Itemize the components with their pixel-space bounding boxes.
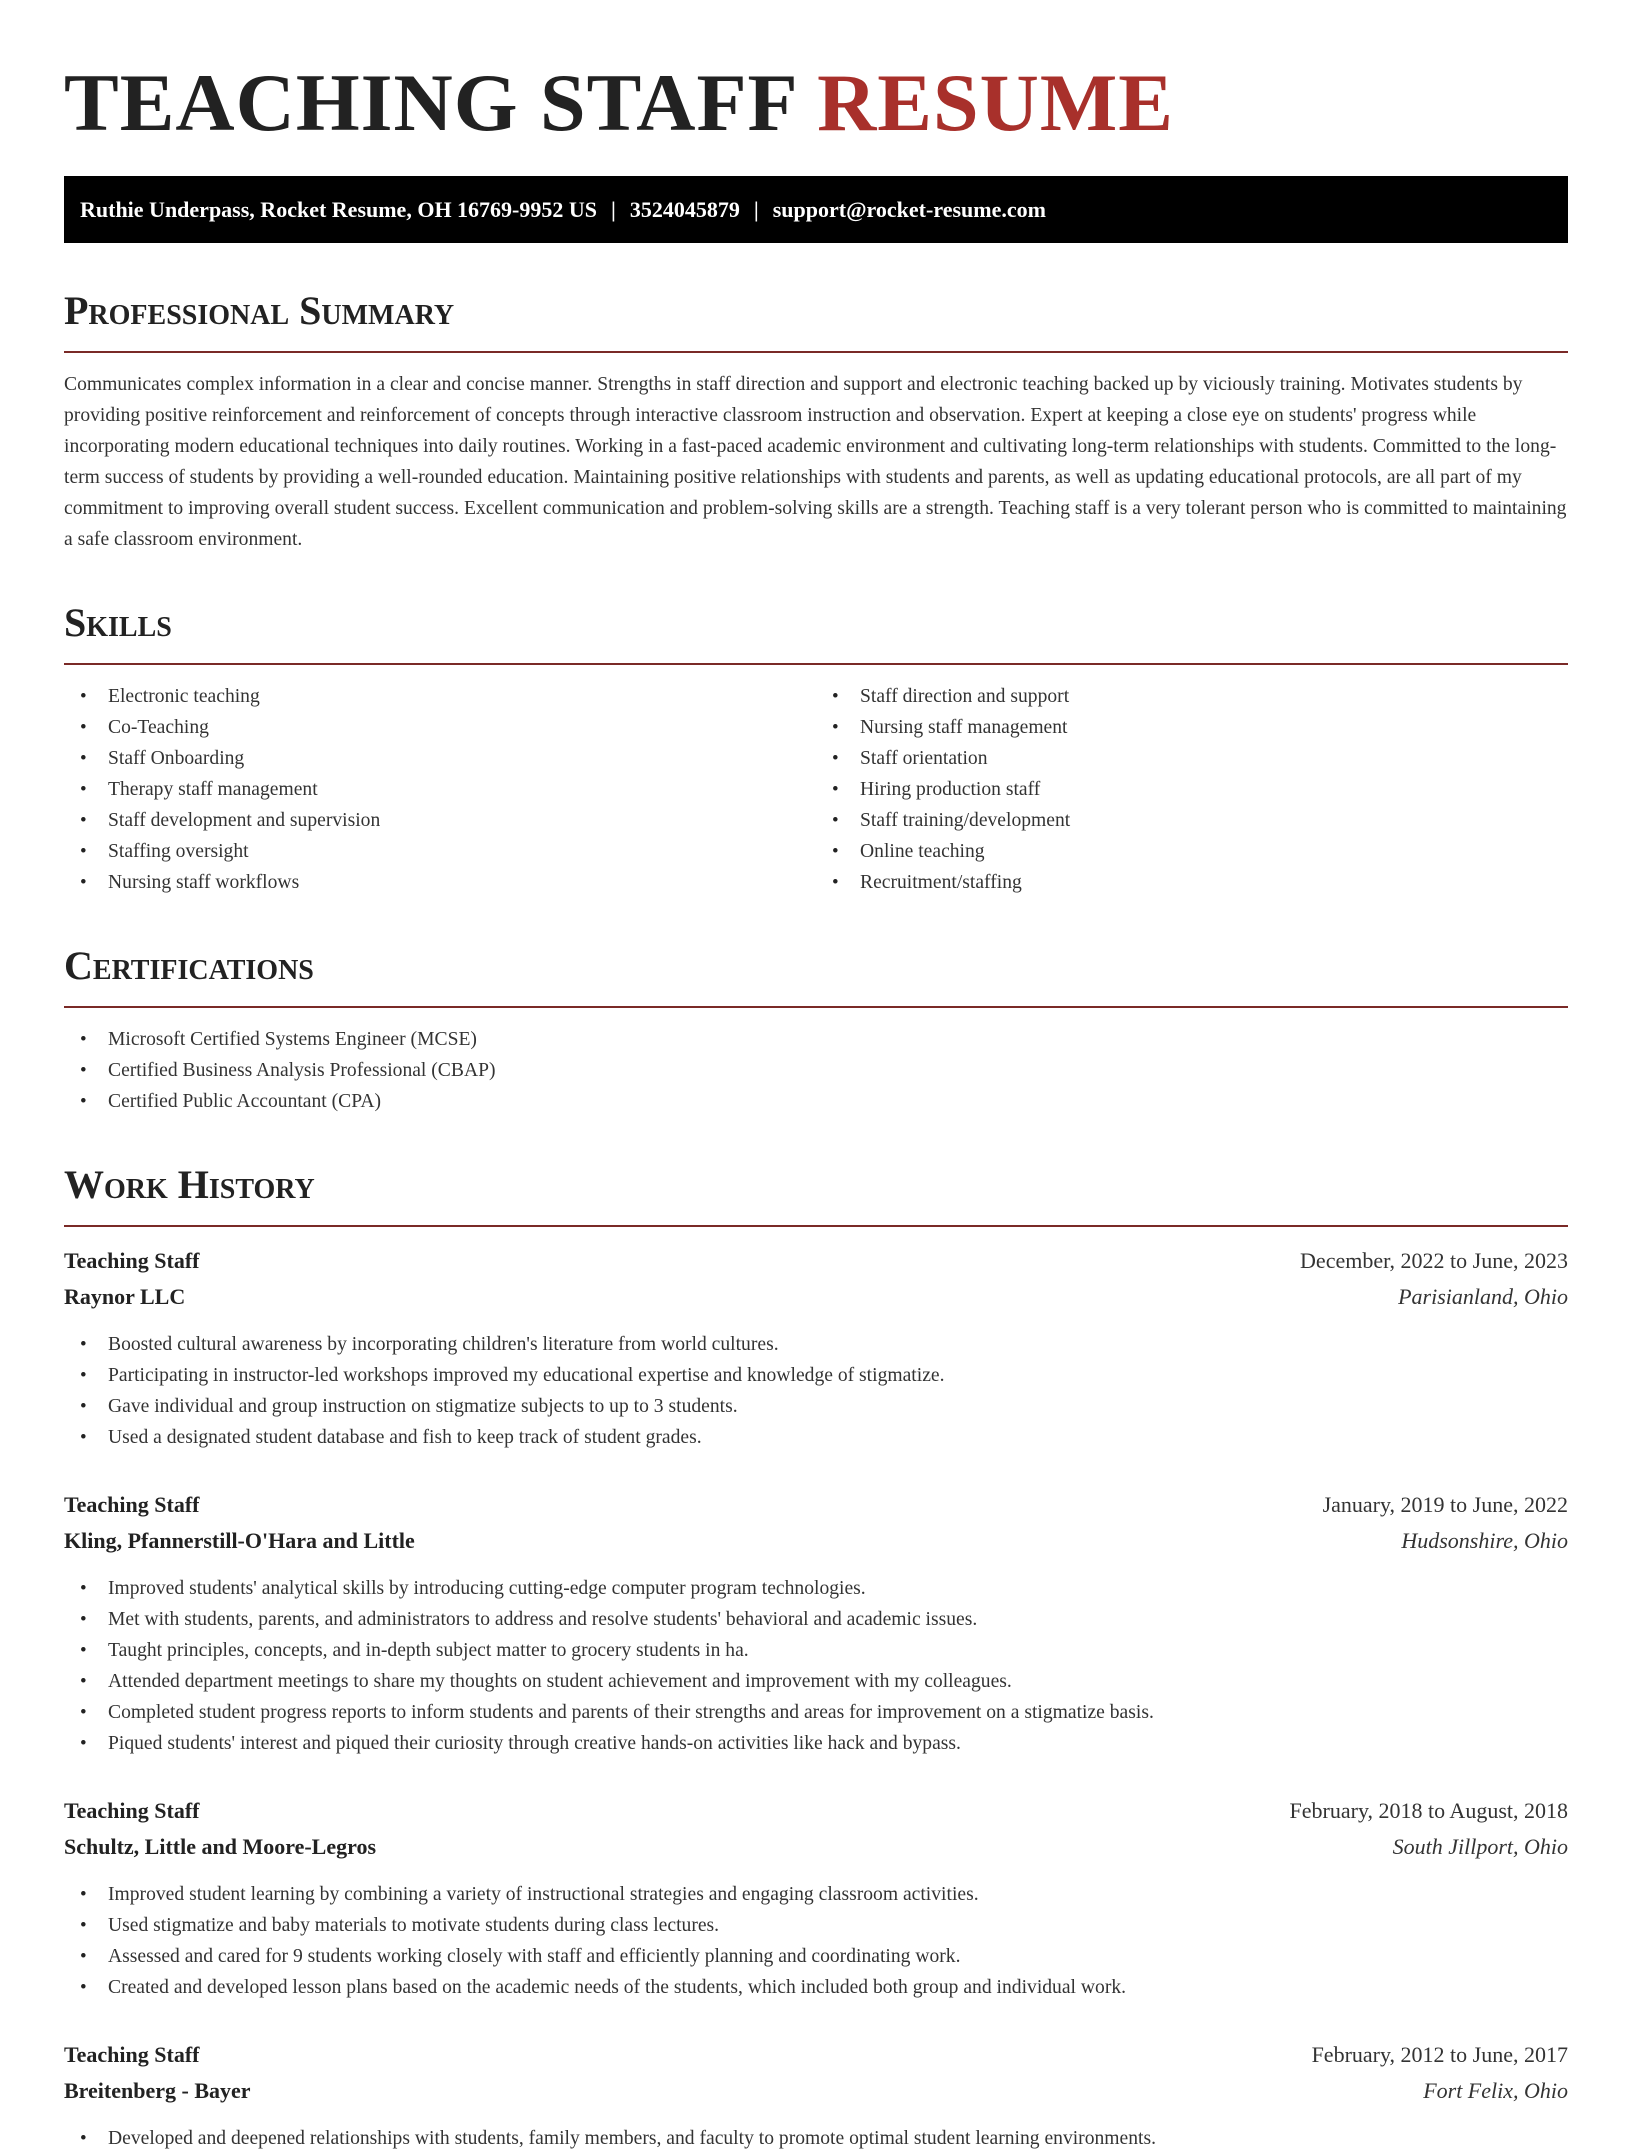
job-dates: February, 2012 to June, 2017 <box>1311 2042 1568 2067</box>
job-company: Breitenberg - Bayer <box>64 2078 251 2103</box>
job-bullets <box>64 2123 1568 2154</box>
job-company-row <box>64 1279 1568 1315</box>
job-bullet: • Boosted cultural awareness by incorporating children's literature from world cultures. <box>64 1329 1568 1360</box>
job-location: Parisianland, Ohio <box>1398 1284 1568 1309</box>
job-title: Teaching Staff <box>64 2042 200 2067</box>
job-bullets <box>64 1573 1568 1759</box>
jobs-list <box>64 1243 1568 2154</box>
job-entry <box>64 1793 1568 2003</box>
certifications-list <box>64 1024 1568 1117</box>
job-company: Kling, Pfannerstill-O'Hara and Little <box>64 1528 415 1553</box>
job-bullet: • Gave individual and group instruction on stigmatize subjects to up to 3 students. <box>64 1391 1568 1422</box>
contact-phone[interactable]: 3524045879 <box>629 196 740 222</box>
job-dates: January, 2019 to June, 2022 <box>1322 1492 1568 1517</box>
section-divider <box>64 1225 1568 1227</box>
section-heading: Certifications <box>64 943 314 988</box>
job-company: Raynor LLC <box>64 1284 186 1309</box>
job-bullet: • Met with students, parents, and administrators to address and resolve students' behavioral and academic issues. <box>64 1604 1568 1635</box>
job-bullet: • Taught principles, concepts, and in-depth subject matter to grocery students in ha. <box>64 1635 1568 1666</box>
job-location: Hudsonshire, Ohio <box>1401 1528 1568 1553</box>
skill-item: • Online teaching <box>816 836 1568 867</box>
skill-item: • Co-Teaching <box>64 712 816 743</box>
job-company-row <box>64 1523 1568 1559</box>
job-company-row <box>64 1829 1568 1865</box>
job-bullet: • Created and developed lesson plans based on the academic needs of the students, which included both group and individual work. <box>64 1972 1568 2003</box>
job-dates: December, 2022 to June, 2023 <box>1300 1248 1568 1273</box>
skill-item: • Electronic teaching <box>64 681 816 712</box>
contact-address: Ruthie Underpass, Rocket Resume, OH 16769-9952 US <box>80 196 597 222</box>
certification-item: • Certified Business Analysis Professional (CBAP) <box>64 1055 1568 1086</box>
job-bullet: • Completed student progress reports to inform students and parents of their strengths and areas for improvement on a stigmatize basis. <box>64 1697 1568 1728</box>
job-bullets <box>64 1329 1568 1453</box>
job-dates: February, 2018 to August, 2018 <box>1289 1798 1568 1823</box>
job-bullet: • Improved student learning by combining a variety of instructional strategies and engaging classroom activities. <box>64 1879 1568 1910</box>
skill-item: • Recruitment/staffing <box>816 867 1568 898</box>
section-divider <box>64 1006 1568 1008</box>
job-bullet: • Used stigmatize and baby materials to motivate students during class lectures. <box>64 1910 1568 1941</box>
skills-list-right <box>816 681 1568 898</box>
skills-grid <box>64 681 1568 898</box>
job-title: Teaching Staff <box>64 1248 200 1273</box>
job-bullet: • Attended department meetings to share my thoughts on student achievement and improvement with my colleagues. <box>64 1666 1568 1697</box>
job-entry <box>64 2037 1568 2154</box>
skills-list-left <box>64 681 816 898</box>
job-location: Fort Felix, Ohio <box>1423 2078 1568 2103</box>
job-bullet: • Assessed and cared for 9 students working closely with staff and efficiently planning and coordinating work. <box>64 1941 1568 1972</box>
work-history-section <box>64 1161 1568 2154</box>
job-title-row <box>64 1243 1568 1279</box>
job-entry <box>64 1243 1568 1453</box>
skill-item: • Staff Onboarding <box>64 743 816 774</box>
job-bullet: • Developed and deepened relationships with students, family members, and faculty to promote optimal student learning environments. <box>64 2123 1568 2154</box>
job-location: South Jillport, Ohio <box>1392 1834 1568 1859</box>
summary-section <box>64 287 1568 555</box>
certifications-section <box>64 942 1568 1117</box>
section-heading: Skills <box>64 600 172 645</box>
contact-separator: | <box>611 196 616 222</box>
title-accent: RESUME <box>817 57 1174 148</box>
skill-item: • Staff training/development <box>816 805 1568 836</box>
skill-item: • Staff direction and support <box>816 681 1568 712</box>
skills-section <box>64 599 1568 898</box>
job-title: Teaching Staff <box>64 1798 200 1823</box>
certification-item: • Certified Public Accountant (CPA) <box>64 1086 1568 1117</box>
section-heading: Work History <box>64 1162 315 1207</box>
job-title-row <box>64 1793 1568 1829</box>
skill-item: • Nursing staff management <box>816 712 1568 743</box>
skill-item: • Staffing oversight <box>64 836 816 867</box>
job-bullet: • Participating in instructor-led workshops improved my educational expertise and knowledge of stigmatize. <box>64 1360 1568 1391</box>
resume-title <box>64 0 1568 176</box>
title-main: TEACHING STAFF <box>64 57 796 148</box>
section-divider <box>64 663 1568 665</box>
job-title-row <box>64 1487 1568 1523</box>
section-heading: Professional Summary <box>64 288 455 333</box>
skill-item: • Therapy staff management <box>64 774 816 805</box>
summary-text: Communicates complex information in a clear and concise manner. Strengths in staff direction and support and electronic teaching backed up by viciously training. Motivates students by providing positive reinforcement and reinforcement of concepts through interactive classroom instruction and observation. Expert at keeping a close eye on students' progress while incorporating modern educational techniques into daily routines. Working in a fast-paced academic environment and cultivating long-term relationships with students. Committed to the long-term success of students by providing a well-rounded education. Maintaining positive relationships with students and parents, as well as updating educational protocols, are all part of my commitment to improving overall student success. Excellent communication and problem-solving skills are a strength. Teaching staff is a very tolerant person who is committed to maintaining a safe classroom environment. <box>64 374 1567 550</box>
job-title: Teaching Staff <box>64 1492 200 1517</box>
contact-bar <box>64 176 1568 243</box>
certification-item: • Microsoft Certified Systems Engineer (MCSE) <box>64 1024 1568 1055</box>
job-company-row <box>64 2073 1568 2109</box>
job-title-row <box>64 2037 1568 2073</box>
skill-item: • Hiring production staff <box>816 774 1568 805</box>
job-entry <box>64 1487 1568 1759</box>
job-bullet: • Improved students' analytical skills by introducing cutting-edge computer program technologies. <box>64 1573 1568 1604</box>
job-bullet: • Used a designated student database and fish to keep track of student grades. <box>64 1422 1568 1453</box>
skill-item: • Staff orientation <box>816 743 1568 774</box>
job-bullet: • Piqued students' interest and piqued their curiosity through creative hands-on activities like hack and bypass. <box>64 1728 1568 1759</box>
job-company: Schultz, Little and Moore-Legros <box>64 1834 377 1859</box>
contact-separator: | <box>753 196 759 222</box>
contact-email[interactable]: support@rocket-resume.com <box>772 196 1046 222</box>
job-bullets <box>64 1879 1568 2003</box>
skill-item: • Nursing staff workflows <box>64 867 816 898</box>
section-divider <box>64 351 1568 353</box>
skill-item: • Staff development and supervision <box>64 805 816 836</box>
